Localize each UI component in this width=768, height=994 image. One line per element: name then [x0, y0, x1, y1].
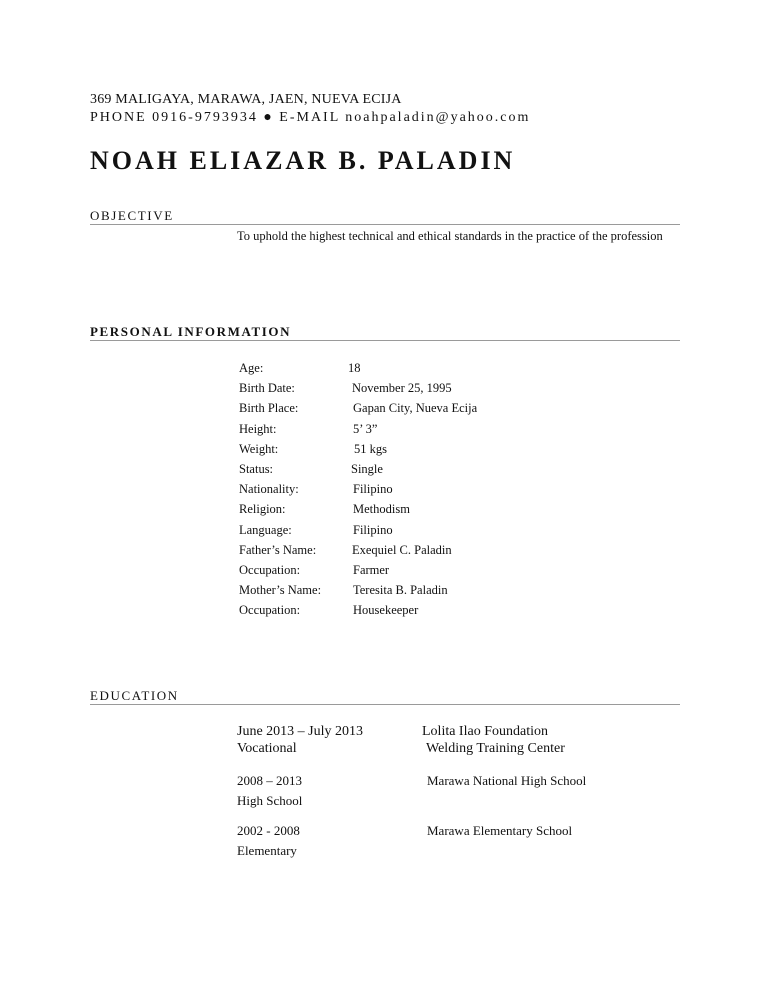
- info-value: Exequiel C. Paladin: [352, 542, 452, 557]
- info-value: Teresita B. Paladin: [353, 583, 448, 598]
- info-label: Religion:: [239, 502, 286, 517]
- info-label: Weight:: [239, 441, 279, 456]
- info-label: Birth Date:: [239, 381, 295, 396]
- objective-divider: [90, 224, 680, 225]
- education-divider: [90, 704, 680, 705]
- info-label: Status:: [239, 461, 274, 476]
- info-label: Height:: [239, 421, 277, 436]
- info-label: Father’s Name:: [239, 542, 317, 557]
- info-value: Gapan City, Nueva Ecija: [353, 401, 478, 416]
- objective-text: To uphold the highest technical and ethical standards in the practice of the profession: [237, 229, 663, 243]
- education-dates: 2002 - 2008: [237, 823, 300, 838]
- education-school-line2: Welding Training Center: [426, 741, 565, 756]
- info-label: Nationality:: [239, 482, 299, 497]
- info-label: Mother’s Name:: [239, 583, 322, 598]
- address-line: 369 MALIGAYA, MARAWA, JAEN, NUEVA ECIJA: [90, 92, 402, 107]
- info-label: Occupation:: [239, 562, 301, 577]
- education-level: High School: [237, 793, 303, 808]
- education-school: Lolita Ilao Foundation: [422, 724, 548, 739]
- education-level: Elementary: [237, 843, 297, 858]
- education-heading: EDUCATION: [90, 688, 179, 703]
- info-value: 5’ 3”: [353, 421, 378, 436]
- info-value: Single: [351, 461, 383, 476]
- objective-heading: OBJECTIVE: [90, 208, 174, 223]
- info-value: Filipino: [353, 522, 393, 537]
- info-value: 51 kgs: [354, 441, 387, 456]
- info-value: 18: [348, 361, 361, 375]
- personal-info-divider: [90, 340, 680, 341]
- contact-line: PHONE 0916-9793934 ● E-MAIL noahpaladin@yahoo.com: [90, 110, 531, 125]
- info-label: Age:: [239, 361, 264, 375]
- education-dates: June 2013 – July 2013: [237, 724, 363, 739]
- info-value: Farmer: [353, 562, 390, 577]
- info-label: Occupation:: [239, 603, 301, 618]
- info-label: Birth Place:: [239, 401, 299, 416]
- education-school: Marawa Elementary School: [427, 823, 573, 838]
- info-value: Methodism: [353, 502, 410, 517]
- education-dates: 2008 – 2013: [237, 773, 302, 788]
- info-value: Housekeeper: [353, 603, 419, 618]
- info-label: Language:: [239, 522, 292, 537]
- education-level: Vocational: [237, 741, 297, 756]
- education-school: Marawa National High School: [427, 773, 587, 788]
- info-value: November 25, 1995: [352, 381, 452, 396]
- info-value: Filipino: [353, 482, 393, 497]
- applicant-name: NOAH ELIAZAR B. PALADIN: [90, 146, 516, 175]
- personal-info-heading: PERSONAL INFORMATION: [90, 324, 292, 339]
